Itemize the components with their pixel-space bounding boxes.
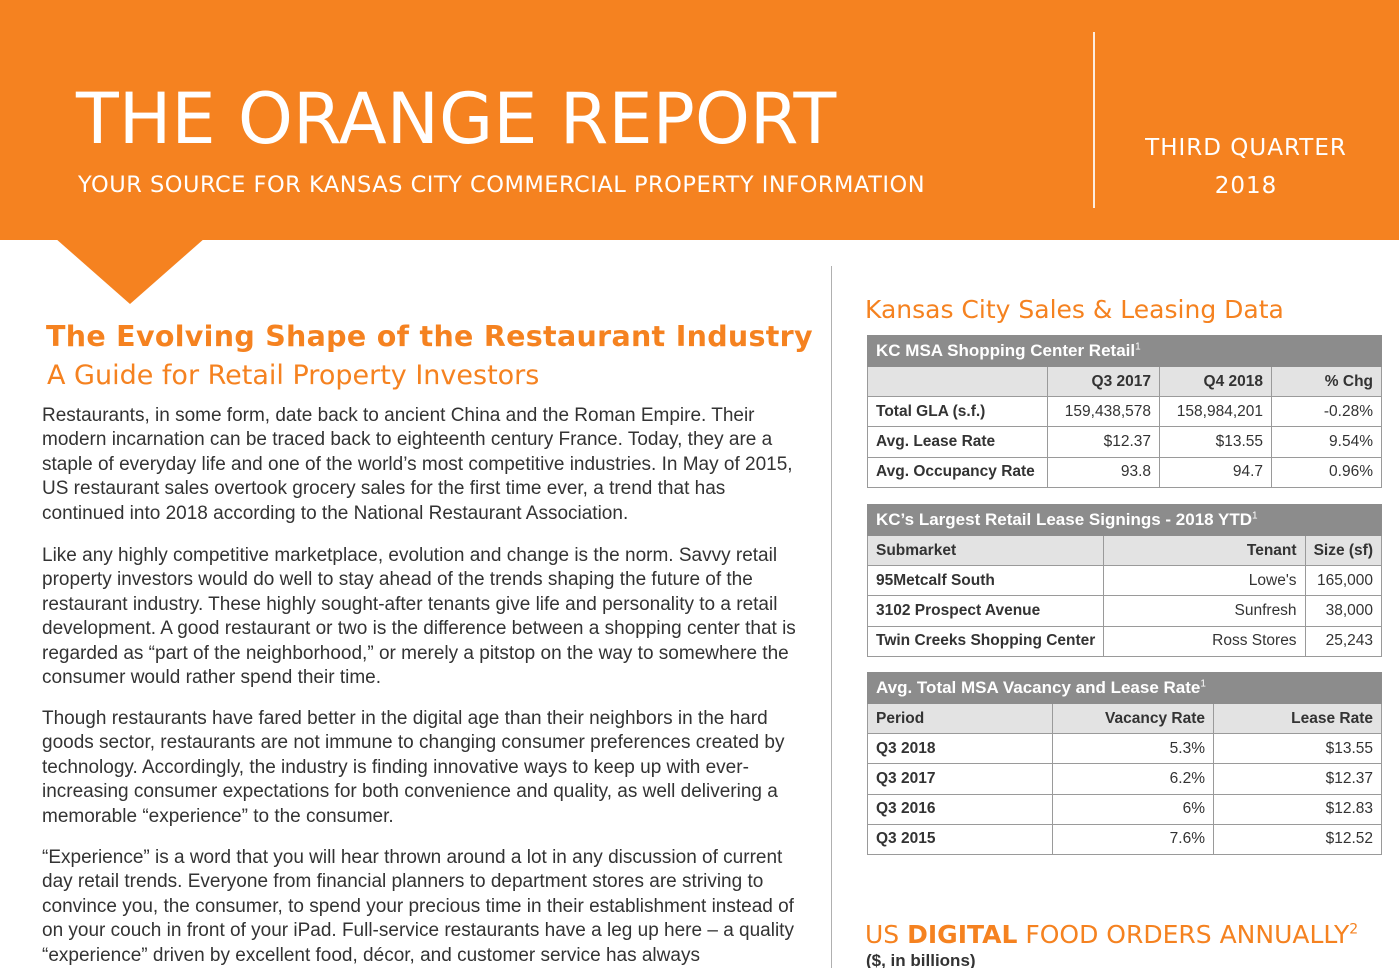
table-header-row xyxy=(868,536,1382,566)
table-cell: Avg. Lease Rate xyxy=(868,427,1048,457)
table-caption: KC MSA Shopping Center Retail$^1$ xyxy=(868,336,1382,367)
table-cell: 159,438,578 xyxy=(1048,397,1160,427)
table-cell: $12.83 xyxy=(1214,794,1382,824)
table-row xyxy=(868,794,1382,824)
column-header xyxy=(868,367,1048,397)
column-header: Submarket xyxy=(868,536,1104,566)
report-year: 2018 xyxy=(1214,173,1278,199)
table-caption-row xyxy=(868,673,1382,704)
column-header: Q4 2018 xyxy=(1160,367,1272,397)
table-cell: 93.8 xyxy=(1048,457,1160,487)
table-cell: 95Metcalf South xyxy=(868,566,1104,596)
table-cell: 7.6% xyxy=(1053,824,1214,854)
report-quarter: THIRD QUARTER xyxy=(1145,135,1347,161)
table-cell: 9.54% xyxy=(1272,427,1382,457)
table-cell: Avg. Occupancy Rate xyxy=(868,457,1048,487)
table-cell: Q3 2015 xyxy=(868,824,1053,854)
article-paragraph: Like any highly competitive marketplace, evolution and change is the norm. Savvy retail property investors would do well to stay ahead of the trends shaping the future of the restaurant industry. These highly sought-after tenants give life and personality to a retail development. A good restaurant or two is the difference between a shopping center that is regarded as “part of the neighborhood,” or merely a pitstop on the way to somewhere the consumer would rather spend their time. xyxy=(42,545,796,689)
banner-divider xyxy=(1093,32,1095,208)
table-cell: 38,000 xyxy=(1305,596,1381,626)
table-cell: 165,000 xyxy=(1305,566,1381,596)
table-cell: 6.2% xyxy=(1053,764,1214,794)
table-row xyxy=(868,596,1382,626)
table-row xyxy=(868,397,1382,427)
table-cell: $13.55 xyxy=(1214,734,1382,764)
table-cell: Q3 2017 xyxy=(868,764,1053,794)
table-row xyxy=(868,457,1382,487)
lease-signings-table xyxy=(867,504,1382,657)
retail-table xyxy=(867,335,1382,488)
table-cell: 3102 Prospect Avenue xyxy=(868,596,1104,626)
table-row xyxy=(868,566,1382,596)
column-header: Lease Rate xyxy=(1214,704,1382,734)
table-row xyxy=(868,764,1382,794)
table-caption: KC’s Largest Retail Lease Signings - 2018 YTD$^1$ xyxy=(868,505,1382,536)
column-divider xyxy=(831,266,832,968)
article-title: The Evolving Shape of the Restaurant Industry xyxy=(46,320,813,353)
table-row xyxy=(868,734,1382,764)
table-caption: Avg. Total MSA Vacancy and Lease Rate$^1$ xyxy=(868,673,1382,704)
banner-notch xyxy=(55,238,205,304)
table-caption-row xyxy=(868,505,1382,536)
table-cell: $13.55 xyxy=(1160,427,1272,457)
column-header: Tenant xyxy=(1104,536,1305,566)
vacancy-lease-table xyxy=(867,672,1382,855)
column-header: Q3 2017 xyxy=(1048,367,1160,397)
table-cell: 0.96% xyxy=(1272,457,1382,487)
report-title: THE ORANGE REPORT xyxy=(76,78,837,160)
table-caption-row xyxy=(868,336,1382,367)
table-row xyxy=(868,626,1382,656)
table-cell: $12.37 xyxy=(1048,427,1160,457)
column-header: Vacancy Rate xyxy=(1053,704,1214,734)
table-row xyxy=(868,427,1382,457)
table-header-row xyxy=(868,704,1382,734)
table-cell: 94.7 xyxy=(1160,457,1272,487)
report-subtitle: YOUR SOURCE FOR KANSAS CITY COMMERCIAL PROPERTY INFORMATION xyxy=(78,172,926,198)
column-header: % Chg xyxy=(1272,367,1382,397)
table-cell: Q3 2018 xyxy=(868,734,1053,764)
food-orders-unit: ($, in billions) xyxy=(866,951,976,968)
table-cell: Total GLA (s.f.) xyxy=(868,397,1048,427)
article-subtitle: A Guide for Retail Property Investors xyxy=(47,360,540,391)
table-cell: 6% xyxy=(1053,794,1214,824)
table-cell: Lowe's xyxy=(1104,566,1305,596)
article-paragraph: Though restaurants have fared better in the digital age than their neighbors in the hard goods sector, restaurants are not immune to changing consumer preferences created by technology. Accordingly, the industry is finding innovative ways to keep up with ever-increasing consumer expectations for both convenience and quality, as well delivering a memorable “experience” to the consumer. xyxy=(42,708,785,827)
table-cell: 158,984,201 xyxy=(1160,397,1272,427)
table-row xyxy=(868,824,1382,854)
table-cell: Twin Creeks Shopping Center xyxy=(868,626,1104,656)
table-cell: Sunfresh xyxy=(1104,596,1305,626)
article-paragraph: Restaurants, in some form, date back to ancient China and the Roman Empire. Their modern incarnation can be traced back to eighteenth century France. Today, they are a staple of everyday life and one of the world’s most competitive industries. In May of 2015, US restaurant sales overtook grocery sales for the first time ever, a trend that has continued into 2018 according to the National Restaurant Association. xyxy=(42,405,793,524)
food-orders-heading: US DIGITAL FOOD ORDERS ANNUALLY$^2$ xyxy=(865,920,1359,949)
article-paragraph: “Experience” is a word that you will hear thrown around a lot in any discussion of current day retail trends. Everyone from financial planners to department stores are striving to convince you, the consumer, to spend your precious time in their establishment instead of on your couch in front of your iPad. Full-service restaurants have a leg up here – a quality “experience” driven by excellent food, décor, and customer service has always xyxy=(42,847,794,966)
table-cell: 5.3% xyxy=(1053,734,1214,764)
table-header-row xyxy=(868,367,1382,397)
table-cell: $12.37 xyxy=(1214,764,1382,794)
column-header: Size (sf) xyxy=(1305,536,1381,566)
table-cell: -0.28% xyxy=(1272,397,1382,427)
table-cell: $12.52 xyxy=(1214,824,1382,854)
table-cell: 25,243 xyxy=(1305,626,1381,656)
table-cell: Ross Stores xyxy=(1104,626,1305,656)
column-header: Period xyxy=(868,704,1053,734)
table-cell: Q3 2016 xyxy=(868,794,1053,824)
sidebar-heading: Kansas City Sales & Leasing Data xyxy=(865,295,1284,324)
